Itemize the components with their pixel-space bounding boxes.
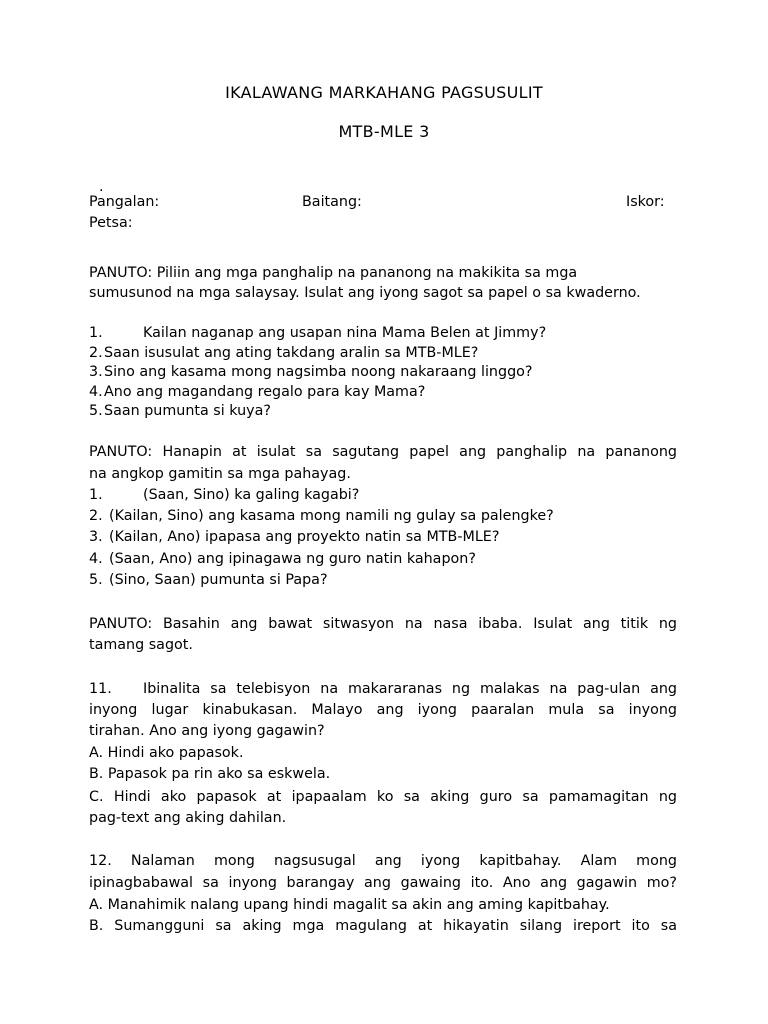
list-item: 2. (Kailan, Sino) ang kasama mong namili ng gulay sa palengke? (89, 508, 554, 524)
stray-dot: . (99, 179, 104, 195)
date-field-label: Petsa: (89, 215, 133, 231)
section2-instruction-line2: na angkop gamitin sa mga pahayag. (89, 466, 351, 482)
score-field-label: Iskor: (626, 194, 665, 210)
section1-instruction-line2: sumusunod na mga salaysay. Isulat ang iyong sagot sa papel o sa kwaderno. (89, 285, 641, 301)
list-item: 1. (Saan, Sino) ka galing kagabi? (89, 487, 360, 503)
section3-instruction-line2: tamang sagot. (89, 637, 193, 653)
question-12-choice-b: B. Sumangguni sa aking mga magulang at hikayatin silang ireport ito sa (89, 918, 677, 934)
name-field-label: Pangalan: (89, 194, 160, 210)
list-item: 5.Saan pumunta si kuya? (89, 403, 271, 419)
list-item: 5. (Sino, Saan) pumunta si Papa? (89, 572, 328, 588)
question-11-choice-c-line2: pag-text ang aking dahilan. (89, 810, 287, 826)
exam-subtitle: MTB-MLE 3 (338, 122, 430, 141)
list-item: 3.Sino ang kasama mong nagsimba noong nakaraang linggo? (89, 364, 533, 380)
section2-label: PANUTO: (89, 444, 153, 460)
grade-field-label: Baitang: (302, 194, 362, 210)
question-11-line1: 11. Ibinalita sa telebisyon na makararanas ng malakas na pag-ulan ang (89, 681, 677, 697)
exam-title: IKALAWANG MARKAHANG PAGSUSULIT (225, 83, 543, 102)
list-item: 4. (Saan, Ano) ang ipinagawa ng guro natin kahapon? (89, 551, 476, 567)
question-11-choice-b: B. Papasok pa rin ako sa eskwela. (89, 766, 331, 782)
section3-label: PANUTO: (89, 616, 153, 632)
list-item: 4.Ano ang magandang regalo para kay Mama? (89, 384, 426, 400)
question-11-line3: tirahan. Ano ang iyong gagawin? (89, 723, 325, 739)
section1-instruction-line1: PANUTO: Piliin ang mga panghalip na pananong na makikita sa mga (89, 265, 578, 281)
question-12-line2: ipinagbabawal sa inyong barangay ang gawaing ito. Ano ang gagawin mo? (89, 875, 677, 891)
question-12-line1: 12. Nalaman mong nagsusugal ang iyong kapitbahay. Alam mong (89, 853, 677, 869)
section3-instruction-line1: PANUTO: Basahin ang bawat sitwasyon na nasa ibaba. Isulat ang titik ng (89, 616, 678, 632)
question-12-choice-a: A. Manahimik nalang upang hindi magalit sa akin ang aming kapitbahay. (89, 897, 610, 913)
section1-label: PANUTO: (89, 265, 153, 281)
question-11-choice-c-line1: C. Hindi ako papasok at ipapaalam ko sa aking guro sa pamamagitan ng (89, 789, 677, 805)
list-item: 2.Saan isusulat ang ating takdang aralin sa MTB-MLE? (89, 345, 479, 361)
list-item: 1. Kailan naganap ang usapan nina Mama Belen at Jimmy? (89, 325, 547, 341)
question-11-line2: inyong lugar kinabukasan. Malayo ang iyong paaralan mula sa inyong (89, 702, 677, 718)
section2-instruction-line1: PANUTO: Hanapin at isulat sa sagutang papel ang panghalip na pananong (89, 444, 678, 460)
list-item: 3. (Kailan, Ano) ipapasa ang proyekto natin sa MTB-MLE? (89, 529, 500, 545)
question-11-choice-a: A. Hindi ako papasok. (89, 745, 244, 761)
